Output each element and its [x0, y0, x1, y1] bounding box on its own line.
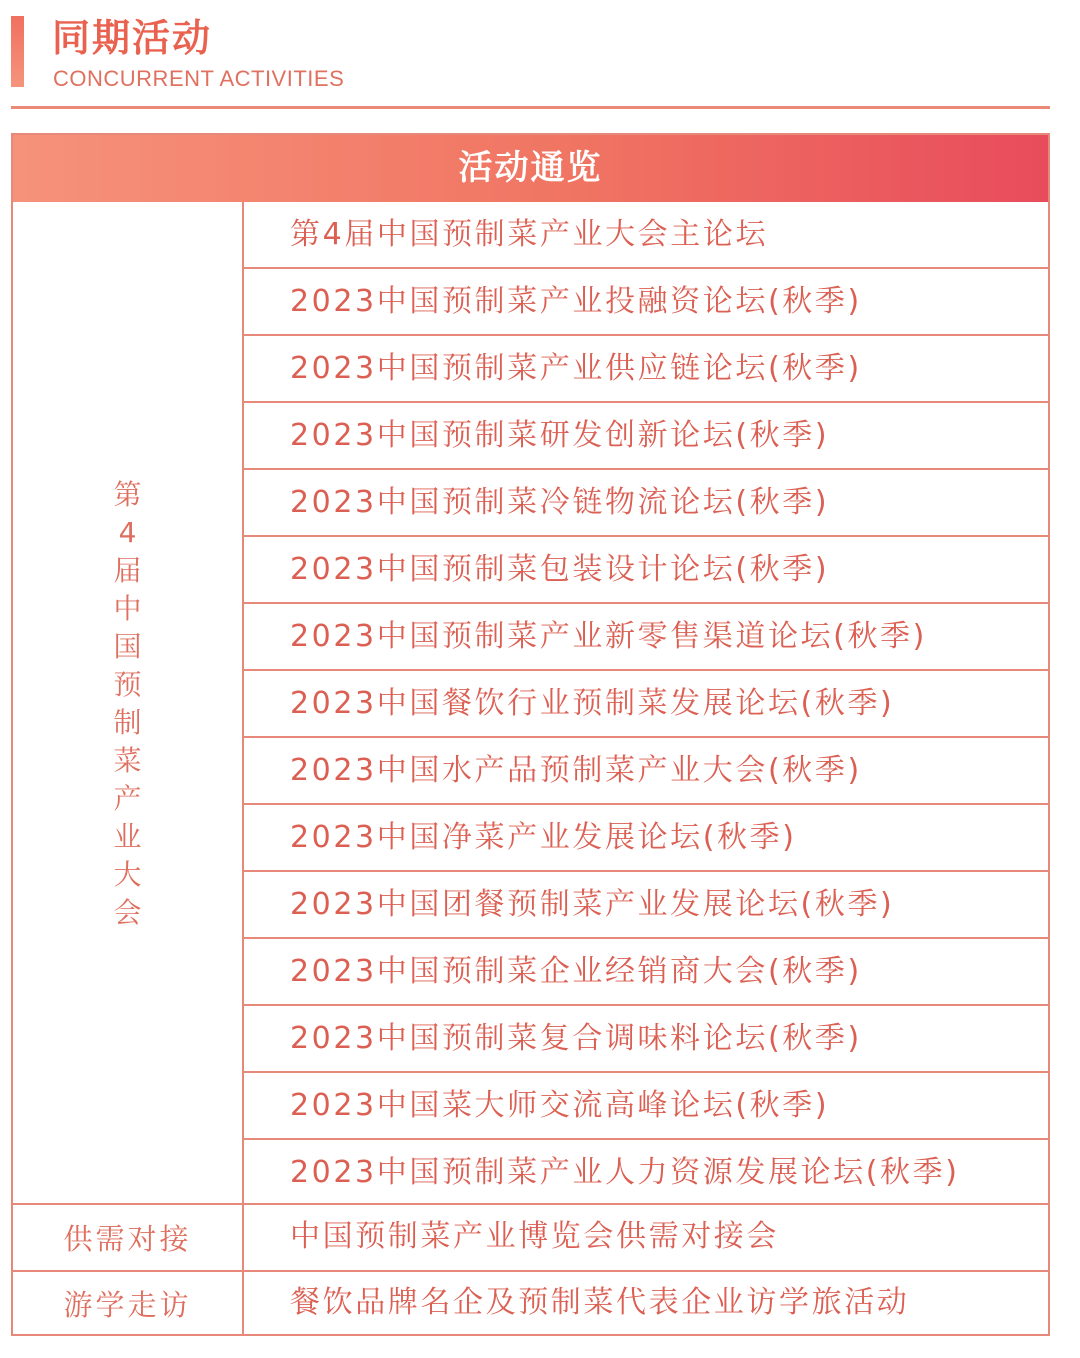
table-row: 2023中国预制菜产业新零售渠道论坛(秋季): [244, 604, 1050, 671]
accent-bar: [11, 16, 24, 87]
table-row: 2023中国水产品预制菜产业大会(秋季): [244, 738, 1050, 805]
table-row: 2023中国预制菜企业经销商大会(秋季): [244, 939, 1050, 1006]
table-row: 餐饮品牌名企及预制菜代表企业访学旅活动: [290, 1285, 910, 1320]
activities-table: [11, 133, 1050, 1336]
table-row: 中国预制菜产业博览会供需对接会: [290, 1219, 779, 1254]
group-cell-study-tour: [13, 1272, 244, 1334]
group-rows-main-conference: [244, 202, 1050, 1207]
group-label: 供需对接: [63, 1222, 192, 1256]
table-row: 2023中国预制菜研发创新论坛(秋季): [244, 403, 1050, 470]
table-row: 2023中国预制菜复合调味料论坛(秋季): [244, 1006, 1050, 1073]
table-row: 第4届中国预制菜产业大会主论坛: [244, 202, 1050, 269]
page-title: 同期活动: [52, 16, 213, 60]
table-row: 2023中国餐饮行业预制菜发展论坛(秋季): [244, 671, 1050, 738]
group-label: 游学走访: [63, 1287, 192, 1322]
table-row: 2023中国净菜产业发展论坛(秋季): [244, 805, 1050, 872]
group-label: 第4届中国预制菜产业大会: [113, 477, 142, 929]
group-cell-main-conference: [13, 202, 244, 1205]
page-subtitle: CONCURRENT ACTIVITIES: [53, 66, 345, 91]
table-row: 2023中国预制菜冷链物流论坛(秋季): [244, 470, 1050, 537]
group-cell-supply-demand: [13, 1205, 244, 1270]
header-divider: [11, 106, 1050, 109]
table-row: 2023中国菜大师交流高峰论坛(秋季): [244, 1073, 1050, 1140]
table-row: 2023中国预制菜包装设计论坛(秋季): [244, 537, 1050, 604]
table-row: 2023中国预制菜产业供应链论坛(秋季): [244, 336, 1050, 403]
table-row: 2023中国预制菜产业投融资论坛(秋季): [244, 269, 1050, 336]
table-row: 2023中国预制菜产业人力资源发展论坛(秋季): [290, 1155, 960, 1190]
group-rows-supply-demand: [244, 1205, 1050, 1270]
table-header: 活动通览: [13, 135, 1048, 202]
table-row: 2023中国团餐预制菜产业发展论坛(秋季): [244, 872, 1050, 939]
group-rows-study-tour: [244, 1272, 1050, 1334]
